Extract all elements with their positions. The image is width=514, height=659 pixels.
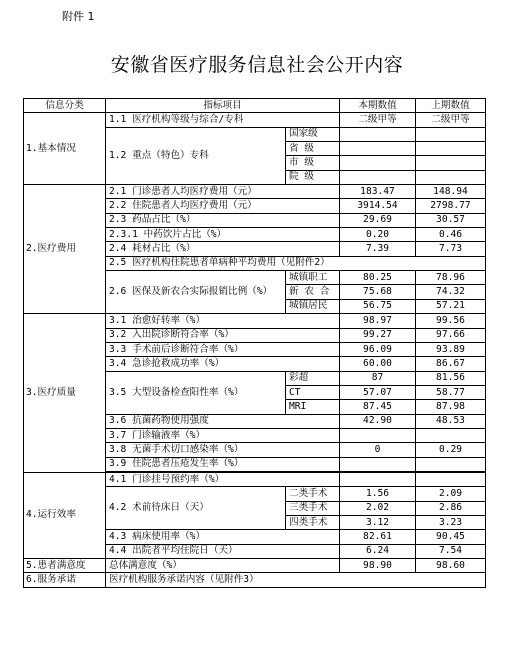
category-cell: 3.医疗质量: [24, 314, 106, 473]
previous-value: [416, 457, 486, 471]
table-row: [24, 559, 486, 573]
item-cell: 1.2 重点（特色）专科: [106, 127, 286, 184]
item-cell: 3.1 治愈好转率（%）: [106, 314, 340, 328]
current-value: 0: [340, 443, 416, 457]
item-cell: 2.4 耗材占比（%）: [106, 242, 340, 256]
category-cell: 2.医疗费用: [24, 185, 106, 314]
current-value: 96.09: [340, 342, 416, 356]
sub-item-cell: 市 级: [286, 156, 340, 170]
item-cell: 2.2 住院患者人均医疗费用（元）: [106, 199, 340, 213]
sub-item-cell: 城镇职工: [286, 271, 340, 285]
current-value: 87: [340, 371, 416, 385]
item-cell: 总体满意度（%）: [106, 559, 340, 573]
current-value: 57.07: [340, 385, 416, 399]
current-value: 98.90: [340, 559, 416, 573]
current-value: 2.02: [340, 501, 416, 515]
header-previous: 上期数值: [416, 99, 486, 113]
item-cell: 2.5 医疗机构住院患者单病种平均费用（见附件2）: [106, 256, 486, 270]
item-cell: 2.6 医保及新农合实际报销比例（%）: [106, 271, 286, 314]
header-item: 指标项目: [106, 99, 340, 113]
current-value: 82.61: [340, 530, 416, 544]
current-value: [340, 156, 416, 170]
current-value: 98.97: [340, 314, 416, 328]
category-cell: 1.基本情况: [24, 113, 106, 185]
current-value: 42.90: [340, 414, 416, 428]
previous-value: 0.46: [416, 228, 486, 242]
previous-value: [416, 170, 486, 184]
previous-value: 87.98: [416, 400, 486, 414]
current-value: [340, 472, 416, 486]
item-cell: 3.5 大型设备检查阳性率（%）: [106, 371, 286, 414]
table-header-row: [24, 99, 486, 113]
category-cell: 4.运行效率: [24, 472, 106, 558]
sub-item-cell: 城镇居民: [286, 299, 340, 313]
page-title: 安徽省医疗服务信息社会公开内容: [110, 54, 404, 76]
sub-item-cell: CT: [286, 385, 340, 399]
previous-value: 86.67: [416, 357, 486, 371]
item-cell: 医疗机构服务承诺内容（见附件3）: [106, 573, 486, 587]
previous-value: 57.21: [416, 299, 486, 313]
sub-item-cell: 四类手术: [286, 515, 340, 529]
current-value: [340, 142, 416, 156]
previous-value: 二级甲等: [416, 113, 486, 127]
sub-item-cell: 新 农 合: [286, 285, 340, 299]
current-value: 60.00: [340, 357, 416, 371]
item-cell: 4.4 出院者平均住院日（天）: [106, 544, 340, 558]
current-value: [340, 170, 416, 184]
current-value: 0.20: [340, 228, 416, 242]
current-value: 二级甲等: [340, 113, 416, 127]
current-value: 56.75: [340, 299, 416, 313]
previous-value: 99.56: [416, 314, 486, 328]
previous-value: 2798.77: [416, 199, 486, 213]
table-row: [24, 314, 486, 328]
previous-value: 81.56: [416, 371, 486, 385]
current-value: 80.25: [340, 271, 416, 285]
item-cell: 3.6 抗菌药物使用强度: [106, 414, 340, 428]
previous-value: 0.29: [416, 443, 486, 457]
sub-item-cell: MRI: [286, 400, 340, 414]
sub-item-cell: 彩超: [286, 371, 340, 385]
current-value: 3.12: [340, 515, 416, 529]
previous-value: 3.23: [416, 515, 486, 529]
item-cell: 3.2 入出院诊断符合率（%）: [106, 328, 340, 342]
previous-value: [416, 156, 486, 170]
previous-value: [416, 428, 486, 442]
category-cell: 6.服务承诺: [24, 573, 106, 587]
previous-value: 93.89: [416, 342, 486, 356]
current-value: 1.56: [340, 487, 416, 501]
item-cell: 4.2 术前待床日（天）: [106, 487, 286, 530]
current-value: 3914.54: [340, 199, 416, 213]
table-row: [24, 113, 486, 127]
current-value: 75.68: [340, 285, 416, 299]
current-value: 99.27: [340, 328, 416, 342]
table-row: [24, 185, 486, 199]
current-value: 7.39: [340, 242, 416, 256]
item-cell: 3.3 手术前后诊断符合率（%）: [106, 342, 340, 356]
sub-item-cell: 三类手术: [286, 501, 340, 515]
item-cell: 1.1 医疗机构等级与综合/专科: [106, 113, 340, 127]
item-cell: 3.8 无菌手术切口感染率（%）: [106, 443, 340, 457]
previous-value: 90.45: [416, 530, 486, 544]
previous-value: 2.86: [416, 501, 486, 515]
previous-value: [416, 472, 486, 486]
category-cell: 5.患者满意度: [24, 559, 106, 573]
current-value: 87.45: [340, 400, 416, 414]
current-value: 6.24: [340, 544, 416, 558]
sub-item-cell: 院 级: [286, 170, 340, 184]
item-cell: 4.1 门诊挂号预约率（%）: [106, 472, 340, 486]
current-value: [340, 457, 416, 471]
sub-item-cell: 省 级: [286, 142, 340, 156]
table-row: [24, 573, 486, 587]
item-cell: 2.3.1 中药饮片占比（%）: [106, 228, 340, 242]
item-cell: 3.7 门诊输液率（%）: [106, 428, 340, 442]
previous-value: 148.94: [416, 185, 486, 199]
previous-value: [416, 142, 486, 156]
sub-item-cell: 国家级: [286, 127, 340, 141]
previous-value: 30.57: [416, 213, 486, 227]
item-cell: 3.4 急诊抢救成功率（%）: [106, 357, 340, 371]
attachment-label: 附件 1: [62, 10, 95, 23]
current-value: [340, 127, 416, 141]
sub-item-cell: 二类手术: [286, 487, 340, 501]
header-category: 信息分类: [24, 99, 106, 113]
disclosure-table: [23, 98, 486, 588]
previous-value: 97.66: [416, 328, 486, 342]
previous-value: 7.73: [416, 242, 486, 256]
item-cell: 2.3 药品占比（%）: [106, 213, 340, 227]
previous-value: 74.32: [416, 285, 486, 299]
header-current: 本期数值: [340, 99, 416, 113]
previous-value: 48.53: [416, 414, 486, 428]
previous-value: 78.96: [416, 271, 486, 285]
item-cell: 3.9 住院患者压疮发生率（%）: [106, 457, 340, 471]
previous-value: [416, 127, 486, 141]
table-row: [24, 472, 486, 486]
current-value: 183.47: [340, 185, 416, 199]
current-value: 29.69: [340, 213, 416, 227]
previous-value: 7.54: [416, 544, 486, 558]
previous-value: 98.60: [416, 559, 486, 573]
item-cell: 4.3 病床使用率（%）: [106, 530, 340, 544]
current-value: [340, 428, 416, 442]
previous-value: 58.77: [416, 385, 486, 399]
item-cell: 2.1 门诊患者人均医疗费用（元）: [106, 185, 340, 199]
previous-value: 2.09: [416, 487, 486, 501]
